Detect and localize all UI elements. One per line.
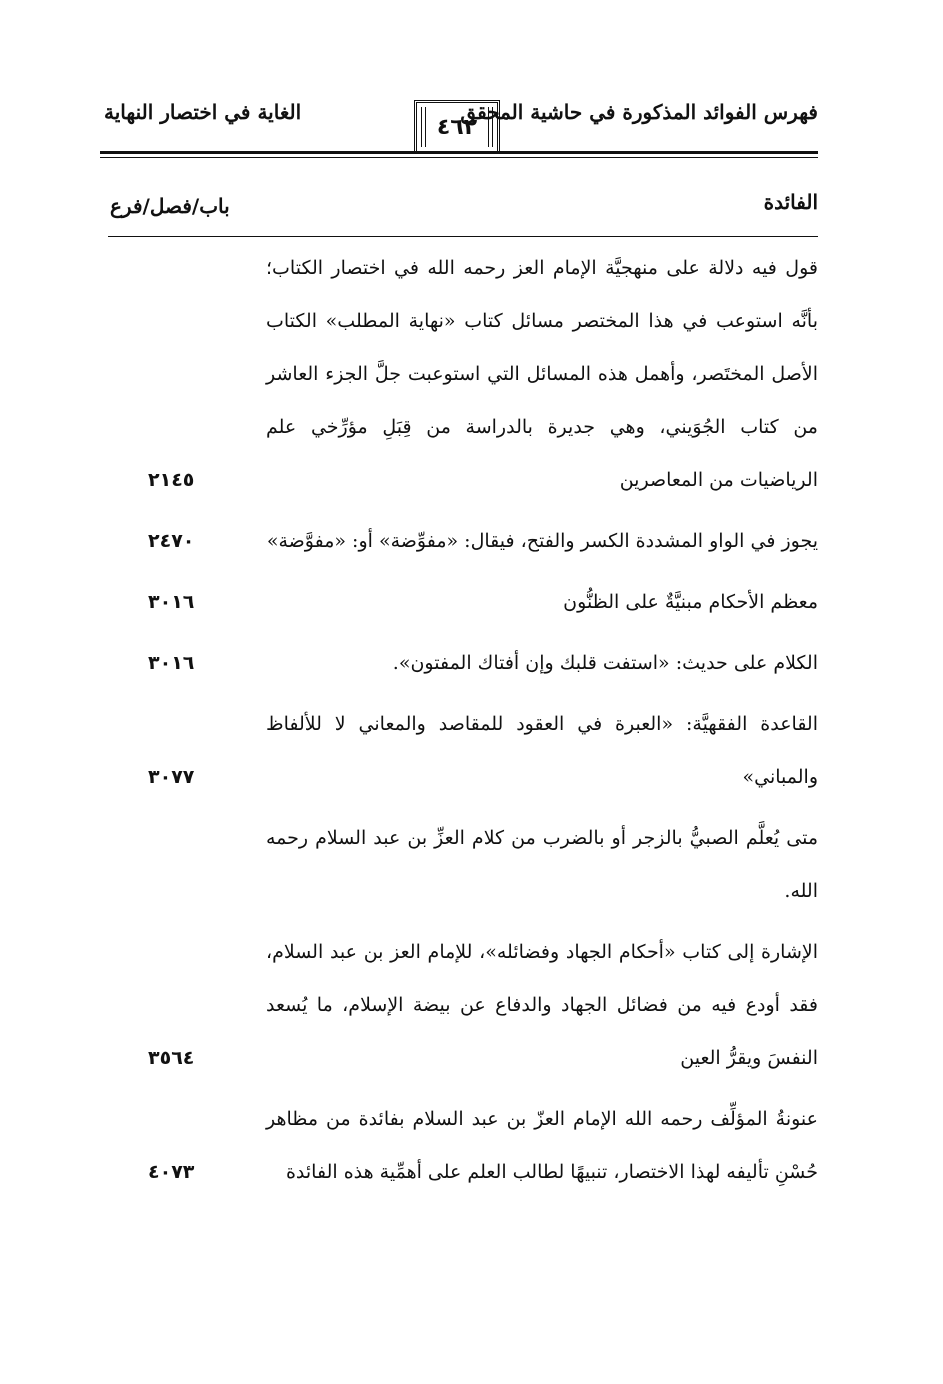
index-entry <box>108 1093 818 1199</box>
page-number: ٤٦٢ <box>436 114 478 140</box>
entry-page-ref: ٢١٤٥ <box>148 469 195 491</box>
entry-text: يجوز في الواو المشددة الكسر والفتح، فيقال: «مفوِّضة» أو: «مفوَّضة» <box>266 530 818 552</box>
entry-text: الإشارة إلى كتاب «أحكام الجهاد وفضائله»، للإمام العز بن عبد السلام، فقد أودع فيه من فضائل الجهاد والدفاع عن بيضة الإسلام، ما يُسعد النفسَ ويقرُّ العين <box>266 941 818 1069</box>
column-heading-benefit: الفائدة <box>763 190 818 214</box>
header-rule-thick <box>100 151 818 154</box>
index-entry <box>108 698 818 804</box>
entry-text: قول فيه دلالة على منهجيَّة الإمام العز رحمه الله في اختصار الكتاب؛ بأنَّه استوعب في هذا المختصر مسائل كتاب «نهاية المطلب» الكتاب الأصل المختَصر، وأهمل هذه المسائل التي استوعبت جلَّ الجزء العاشر من كتاب الجُوَيني، وهي جديرة بالدراسة من قِبَلِ مؤرِّخي علم الرياضيات من المعاصرين <box>266 257 818 491</box>
index-entry <box>108 242 818 507</box>
column-heading-reference: باب/فصل/فرع <box>110 194 230 218</box>
column-heading-rule <box>108 236 818 237</box>
entry-page-ref: ٢٤٧٠ <box>148 530 195 552</box>
header-book-title: الغاية في اختصار النهاية <box>104 100 302 124</box>
index-entry <box>108 515 818 568</box>
running-header <box>100 88 818 178</box>
index-entries <box>108 242 818 1199</box>
entry-text: عنونةُ المؤلِّف رحمه الله الإمام العزّ بن عبد السلام بفائدة من مظاهر حُسْنِ تأليفه لهذا الاختصار، تنبيهًا لطالب العلم على أهمِّية هذه الفائدة <box>266 1108 818 1183</box>
index-entry <box>108 637 818 690</box>
entry-page-ref: ٣٠٧٧ <box>148 766 195 788</box>
entry-page-ref: ٣٠١٦ <box>148 652 195 674</box>
entry-text: معظم الأحكام مبنيَّةٌ على الظنُّون <box>563 591 818 613</box>
entry-text: الكلام على حديث: «استفت قلبك وإن أفتاك المفتون». <box>392 652 818 674</box>
entry-text: القاعدة الفقهيَّة: «العبرة في العقود للمقاصد والمعاني لا للألفاظ والمباني» <box>266 713 818 788</box>
index-entry <box>108 812 818 918</box>
header-rule-thin <box>100 157 818 158</box>
column-headings <box>108 190 818 230</box>
index-entry <box>108 926 818 1085</box>
entry-text: متى يُعلَّم الصبيُّ بالزجر أو بالضرب من كلام العزِّ بن عبد السلام رحمه الله. <box>266 827 818 902</box>
header-section-title: فهرس الفوائد المذكورة في حاشية المحقق <box>460 100 818 124</box>
index-entry <box>108 576 818 629</box>
entry-page-ref: ٣٥٦٤ <box>148 1047 195 1069</box>
page-number-frame <box>414 100 500 154</box>
entry-page-ref: ٤٠٧٣ <box>148 1161 195 1183</box>
entry-page-ref: ٣٠١٦ <box>148 591 195 613</box>
